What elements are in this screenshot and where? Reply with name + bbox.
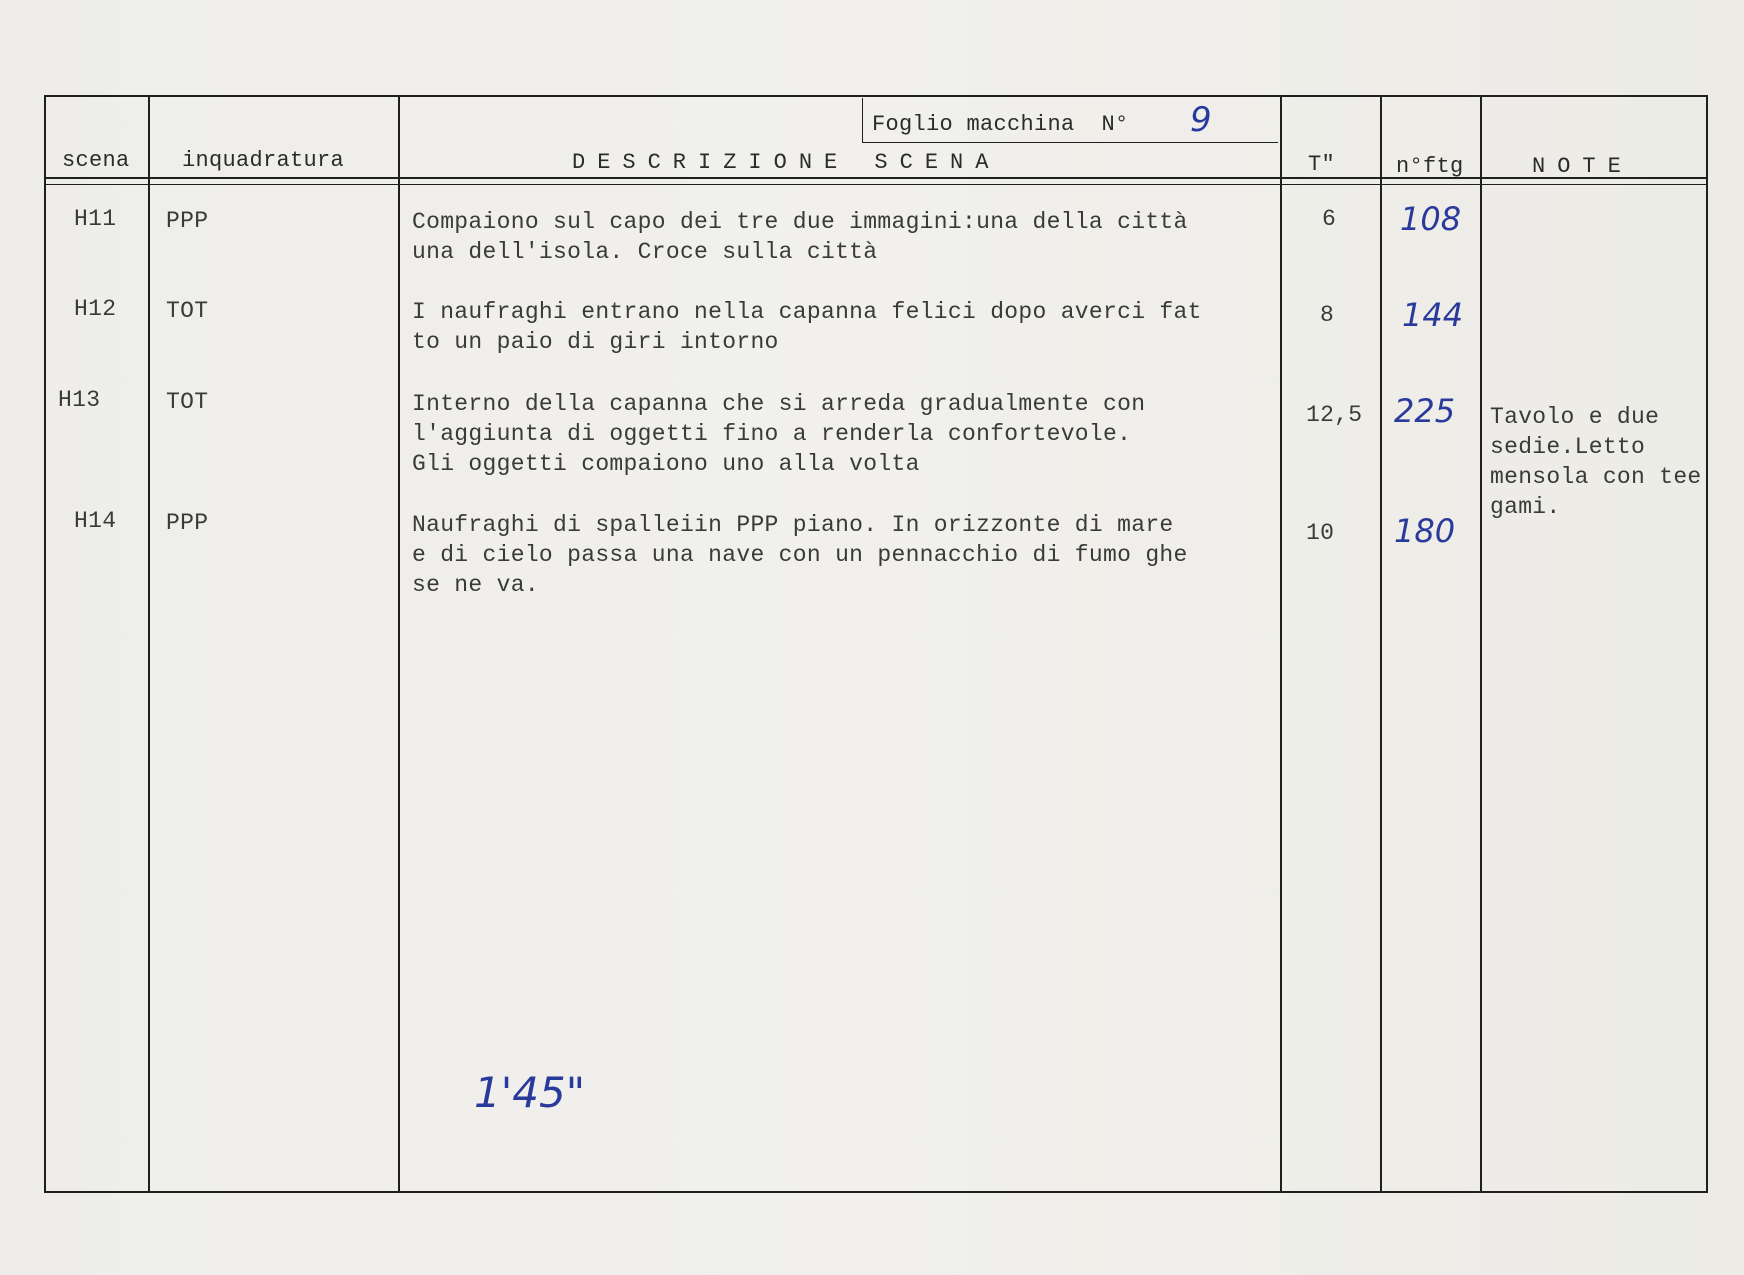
descrizione-line: I naufraghi entrano nella capanna felici dopo averci fat bbox=[412, 299, 1202, 325]
descrizione-line: to un paio di giri intorno bbox=[412, 329, 779, 355]
column-header-descrizione: DESCRIZIONE SCENA bbox=[572, 150, 1001, 175]
col-border-4 bbox=[1380, 95, 1382, 1193]
inquadratura-cell: TOT bbox=[166, 389, 209, 415]
foglio-number: 9 bbox=[1190, 100, 1212, 140]
foglio-label: Foglio macchina N° bbox=[872, 112, 1129, 137]
nftg-cell: 144 bbox=[1402, 296, 1464, 334]
descrizione-line: Gli oggetti compaiono uno alla volta bbox=[412, 451, 920, 477]
col-border-0 bbox=[44, 95, 46, 1193]
descrizione-line: e di cielo passa una nave con un pennacchio di fumo ghe bbox=[412, 542, 1188, 568]
total-time-annotation: 1'45" bbox=[474, 1068, 586, 1117]
note-line: mensola con tee bbox=[1490, 464, 1702, 490]
table-top-border bbox=[44, 95, 1706, 97]
note-line: gami. bbox=[1490, 494, 1561, 520]
table-bottom-border bbox=[44, 1191, 1708, 1193]
note-line: sedie.Letto bbox=[1490, 434, 1646, 460]
col-border-1 bbox=[148, 95, 150, 1193]
col-border-3 bbox=[1280, 95, 1282, 1193]
descrizione-line: una dell'isola. Croce sulla città bbox=[412, 239, 878, 265]
inquadratura-cell: TOT bbox=[166, 298, 209, 324]
descrizione-line: Compaiono sul capo dei tre due immagini:una della città bbox=[412, 209, 1188, 235]
nftg-cell: 225 bbox=[1394, 392, 1456, 430]
scena-cell: H11 bbox=[74, 206, 117, 232]
column-header-t: T" bbox=[1308, 152, 1336, 177]
foglio-box-bottom bbox=[862, 142, 1278, 143]
t-cell: 10 bbox=[1306, 520, 1335, 546]
column-header-inquadratura: inquadratura bbox=[182, 148, 345, 173]
inquadratura-cell: PPP bbox=[166, 510, 209, 536]
descrizione-line: Interno della capanna che si arreda gradualmente con bbox=[412, 391, 1146, 417]
t-cell: 6 bbox=[1322, 206, 1337, 232]
scena-cell: H14 bbox=[74, 508, 117, 534]
col-border-5 bbox=[1480, 95, 1482, 1193]
header-separator-bottom bbox=[44, 184, 1706, 185]
col-border-2 bbox=[398, 95, 400, 1193]
nftg-cell: 108 bbox=[1400, 200, 1462, 238]
descrizione-line: se ne va. bbox=[412, 572, 539, 598]
note-line: Tavolo e due bbox=[1490, 404, 1660, 430]
descrizione-line: l'aggiunta di oggetti fino a renderla confortevole. bbox=[412, 421, 1132, 447]
scena-cell: H13 bbox=[58, 387, 101, 413]
descrizione-line: Naufraghi di spalleiin PPP piano. In orizzonte di mare bbox=[412, 512, 1174, 538]
col-border-6 bbox=[1706, 95, 1708, 1193]
t-cell: 8 bbox=[1320, 302, 1335, 328]
column-header-scena: scena bbox=[62, 148, 130, 173]
column-header-note: NOTE bbox=[1532, 154, 1633, 179]
t-cell: 12,5 bbox=[1306, 402, 1363, 428]
scena-cell: H12 bbox=[74, 296, 117, 322]
column-header-nftg: n°ftg bbox=[1396, 154, 1464, 179]
foglio-box-left bbox=[862, 98, 863, 143]
nftg-cell: 180 bbox=[1394, 512, 1456, 550]
inquadratura-cell: PPP bbox=[166, 208, 209, 234]
